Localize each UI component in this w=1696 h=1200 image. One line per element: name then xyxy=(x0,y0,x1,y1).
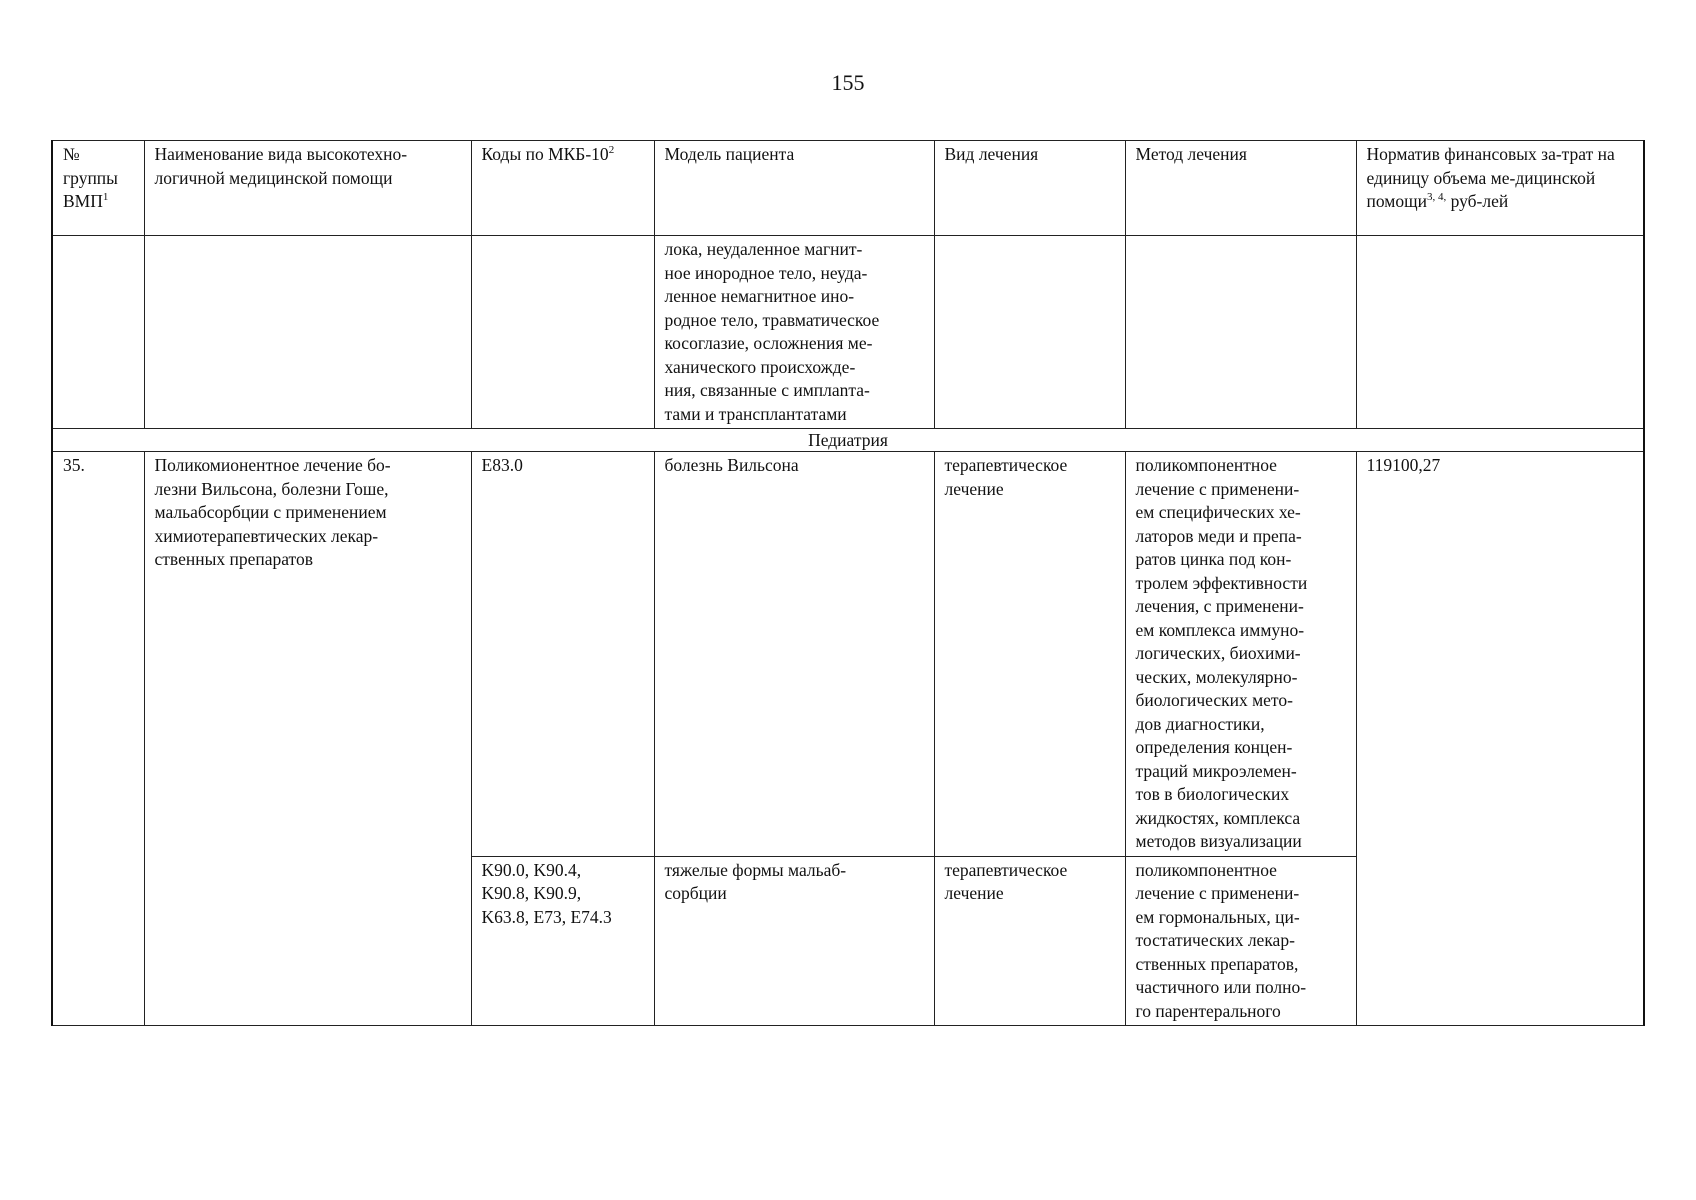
medical-care-table xyxy=(51,140,1645,1026)
cell-care-name: Поликомионентное лечение бо- лезни Вильсона, болезни Гоше, мальабсорбции с применением химиотерапевтических лекар- ственных препаратов xyxy=(144,452,471,1026)
header-cost-norm: Норматив финансовых за-трат на единицу объема ме-дицинской помощи$^{3, 4,}$ руб-лей xyxy=(1356,141,1644,236)
section-row xyxy=(52,429,1644,452)
section-title-pediatrics: Педиатрия xyxy=(52,429,1644,452)
cell-treatment-type: терапевтическое лечение xyxy=(934,856,1125,1026)
cell-patient-model: тяжелые формы мальаб- сорбции xyxy=(654,856,934,1026)
cell-group-number: 35. xyxy=(52,452,144,1026)
cell-empty xyxy=(144,236,471,429)
cell-empty xyxy=(934,236,1125,429)
cell-treatment-method: поликомпонентное лечение с применени- ем гормональных, ци- тостатических лекар- ственных препаратов, частичного или полно- го парентерального xyxy=(1125,856,1356,1026)
header-group-number: № группы ВМП$^1$ xyxy=(52,141,144,236)
cell-treatment-method: поликомпонентное лечение с применени- ем специфических хе- латоров меди и препа- ратов цинка под кон- тролем эффективности лечения, с применени- ем комплекса иммуно- логических, биохими- ческих, молекулярно- биологических мето- дов диагностики, определения концен- траций микроэлемен- тов в биологических жидкостях, комплекса методов визуализации xyxy=(1125,452,1356,857)
cell-patient-model-continued: лока, неудаленное магнит- ное инородное тело, неуда- ленное немагнитное ино- родное тело, травматическое косоглазие, осложнения ме- ханического происхожде- ния, связанные с имплanта- тами и трансплантатами xyxy=(654,236,934,429)
cell-icd-codes: K90.0, K90.4, K90.8, K90.9, K63.8, E73, E74.3 xyxy=(471,856,654,1026)
table-row xyxy=(52,452,1644,857)
header-icd-codes: Коды по МКБ-$10^2$ xyxy=(471,141,654,236)
cell-icd-codes: E83.0 xyxy=(471,452,654,857)
header-treatment-method: Метод лечения xyxy=(1125,141,1356,236)
cell-empty xyxy=(52,236,144,429)
cell-empty xyxy=(1356,236,1644,429)
cell-empty xyxy=(1125,236,1356,429)
continuation-row xyxy=(52,236,1644,429)
header-row xyxy=(52,141,1644,236)
header-treatment-type: Вид лечения xyxy=(934,141,1125,236)
page-number: 155 xyxy=(831,70,865,95)
header-patient-model: Модель пациента xyxy=(654,141,934,236)
cell-cost-norm: 119100,27 xyxy=(1356,452,1644,1026)
header-care-name: Наименование вида высокотехно-логичной медицинской помощи xyxy=(144,141,471,236)
cell-patient-model: болезнь Вильсона xyxy=(654,452,934,857)
cell-treatment-type: терапевтическое лечение xyxy=(934,452,1125,857)
cell-empty xyxy=(471,236,654,429)
